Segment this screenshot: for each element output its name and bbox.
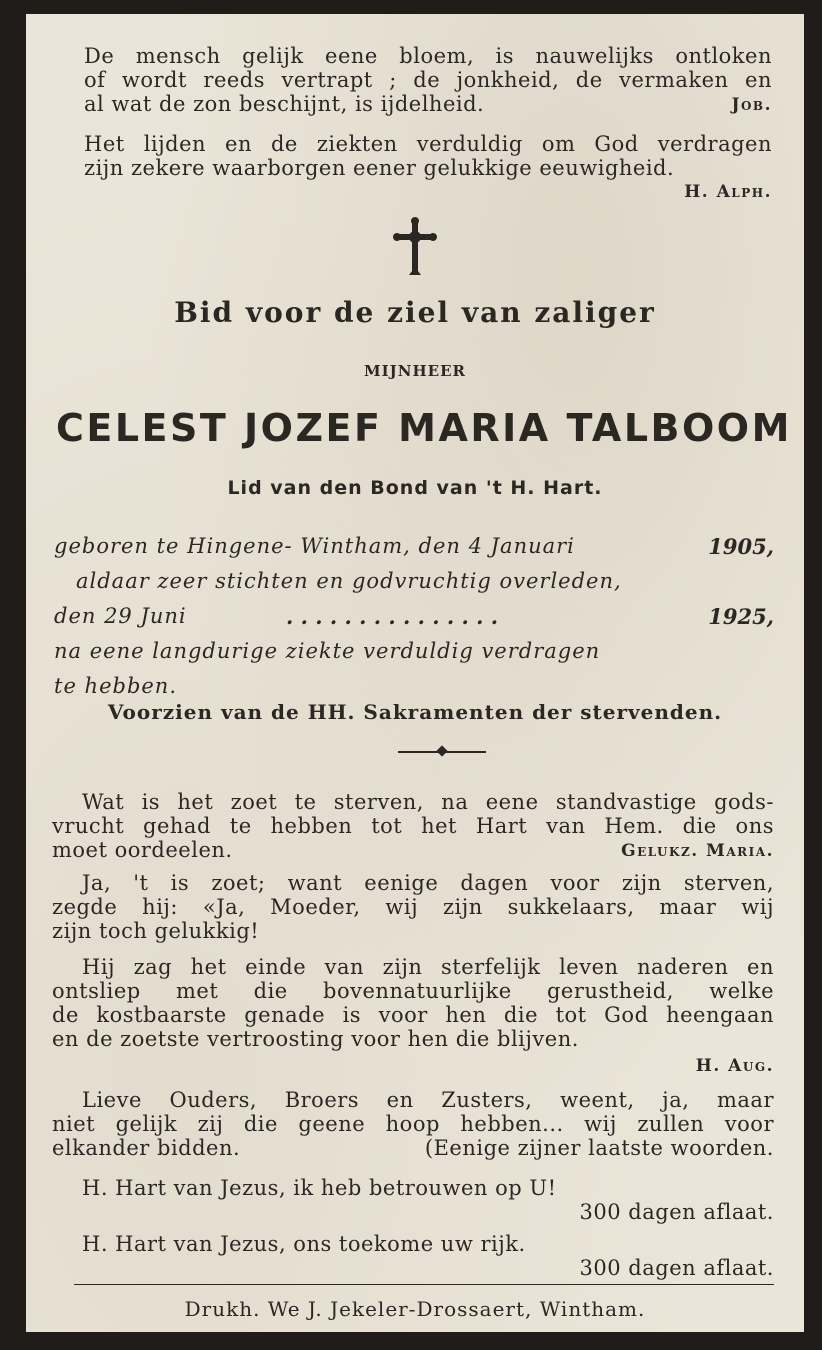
text-line: Lieve Ouders, Broers en Zusters, weent, ja, maar: [82, 1088, 774, 1112]
cross-icon: [26, 217, 804, 285]
death-line: aldaar zeer stichten en godvruchtig overleden,: [76, 569, 622, 593]
membership: Lid van den Bond van 't H. Hart.: [227, 477, 603, 499]
quote-attribution: Gelukz. Maria.: [621, 841, 774, 861]
death-date: den 29 Juni: [54, 604, 187, 628]
text-line: Wat is het zoet te sterven, na eene standvastige gods-: [82, 790, 774, 814]
text-line: vrucht gehad te hebben tot het Hart van Hem. die ons: [52, 814, 774, 838]
text-line: Ja, 't is zoet; want eenige dagen voor zijn sterven,: [82, 871, 774, 895]
text-line: Hij zag het einde van zijn sterfelijk leven naderen en: [82, 955, 774, 979]
honorific: MIJNHEER: [364, 362, 466, 380]
illness-line: te hebben.: [54, 674, 178, 698]
quote-job-line: of wordt reeds vertrapt ; de jonkheid, de vermaken en: [84, 68, 772, 92]
quote-alph-line: zijn zekere waarborgen eener gelukkige eeuwigheid.: [84, 156, 675, 180]
text-line: elkander bidden.: [52, 1136, 241, 1160]
text-line: (Eenige zijner laatste woorden.: [424, 1136, 774, 1160]
quote-attribution: H. Aug.: [695, 1056, 774, 1076]
ornament-divider: [398, 751, 486, 753]
text-line: zegde hij: «Ja, Moeder, wij zijn sukkelaars, maar wij: [52, 895, 774, 919]
quote-alph-line: Het lijden en de ziekten verduldig om God verdragen: [84, 132, 772, 156]
quote-job-attribution: Job.: [731, 95, 772, 115]
footer-rule: [74, 1284, 774, 1285]
text-line: ontsliep met die bovennatuurlijke gerustheid, welke: [52, 979, 774, 1003]
prayer-line: H. Hart van Jezus, ons toekome uw rijk.: [82, 1232, 526, 1256]
text-line: niet gelijk zij die geene hoop hebben... wij zullen voor: [52, 1112, 774, 1136]
death-year: 1925,: [708, 604, 774, 629]
prayer-heading: Bid voor de ziel van zaliger: [174, 296, 656, 329]
death-dots: . . . . . . . . . . . . . . .: [286, 604, 499, 629]
indulgence: 300 dagen aflaat.: [579, 1200, 774, 1224]
text-line: zijn toch gelukkig!: [52, 919, 260, 943]
indulgence: 300 dagen aflaat.: [579, 1256, 774, 1280]
deceased-name: CELEST JOZEF MARIA TALBOOM: [56, 406, 792, 450]
text-line: de kostbaarste genade is voor hen die tot God heengaan: [52, 1003, 774, 1027]
birth-line: geboren te Hingene- Wintham, den 4 Januari: [54, 534, 575, 558]
quote-alph-attribution: H. Alph.: [684, 182, 772, 202]
text-line: en de zoetste vertroosting voor hen die blijven.: [52, 1027, 579, 1051]
prayer-line: H. Hart van Jezus, ik heb betrouwen op U!: [82, 1176, 557, 1200]
quote-job-line: al wat de zon beschijnt, is ijdelheid.: [84, 92, 485, 116]
quote-job-line: De mensch gelijk eene bloem, is nauwelijks ontloken: [84, 44, 772, 68]
printer-credit: Drukh. We J. Jekeler-Drossaert, Wintham.: [184, 1297, 646, 1321]
sacraments-line: Voorzien van de HH. Sakramenten der stervenden.: [107, 700, 723, 724]
text-line: moet oordeelen.: [52, 838, 233, 862]
birth-year: 1905,: [708, 534, 774, 559]
illness-line: na eene langdurige ziekte verduldig verdragen: [54, 639, 601, 663]
card-paper: [26, 14, 804, 1332]
